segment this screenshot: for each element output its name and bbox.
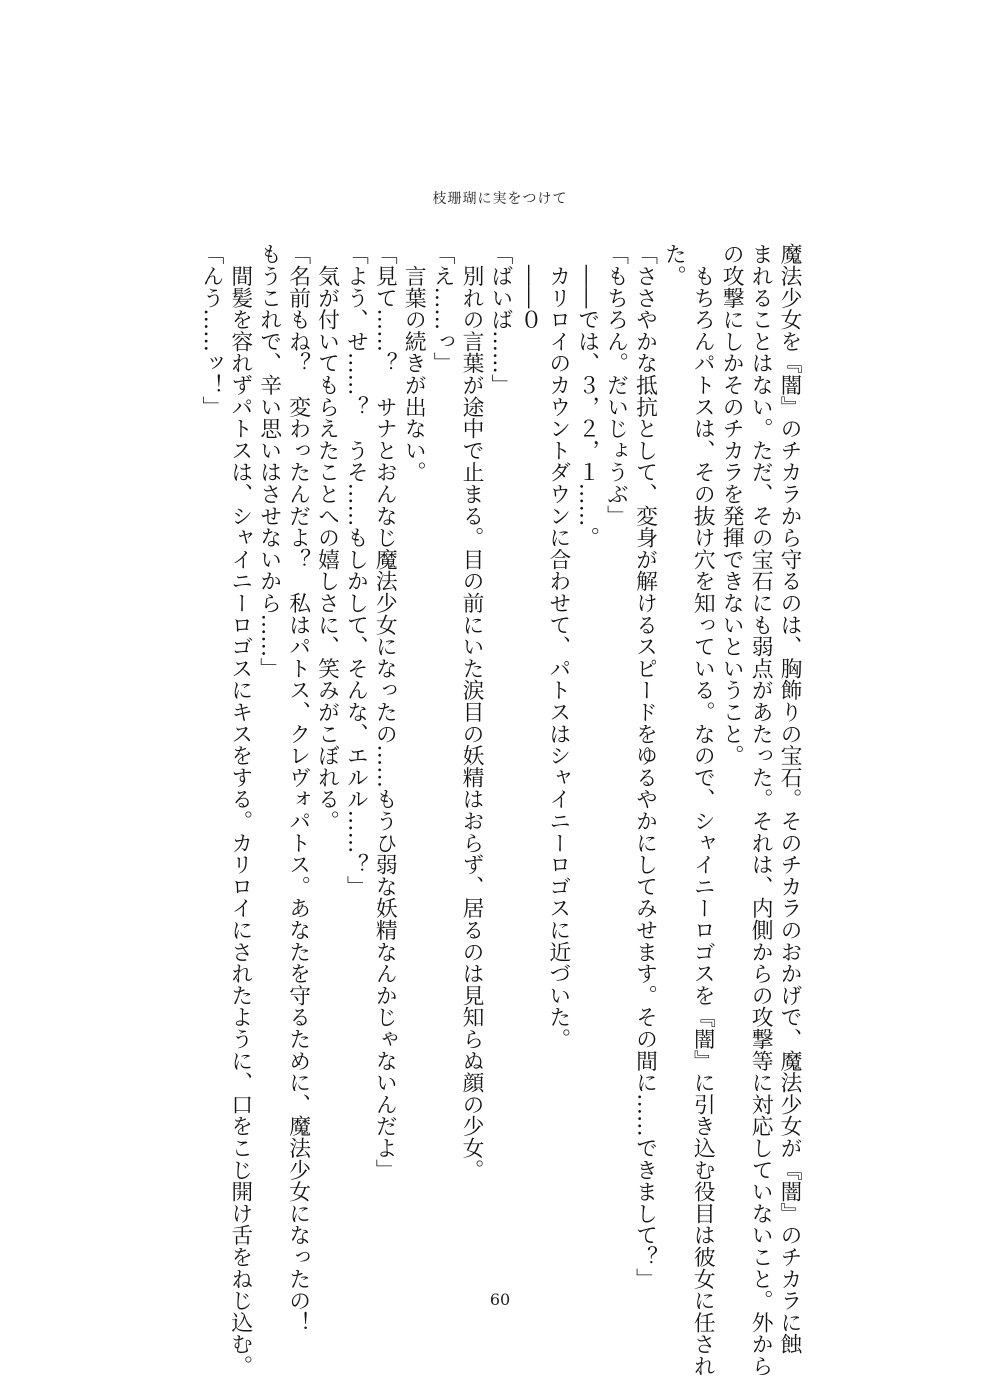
text-line: 魔法少女を『闇』のチカラから守るのは、胸飾りの宝石。そのチカラのおかげで、魔法少女が『闇』のチカラに蝕 bbox=[777, 243, 802, 1355]
text-line: 「もちろん。だいじょうぶ」 bbox=[603, 243, 629, 527]
text-line: ――では、３，２，１……。 bbox=[574, 243, 600, 549]
text-line: まれることはない。ただ、その宝石にも弱点があたった。それは、内側からの攻撃等に対応していないこと。外から bbox=[748, 243, 774, 1377]
text-line: 「よう、せ……？ うそ……もしかして、そんな、エルル……？」 bbox=[343, 243, 369, 897]
running-header: 枝珊瑚に実をつけて bbox=[432, 191, 568, 207]
text-line: 「ばいば……」 bbox=[487, 243, 513, 396]
text-line: 言葉の続きが出ない。 bbox=[401, 243, 427, 483]
text-line: 「名前もね？ 変わったんだよ？ 私はパトス、クレヴォパトス。あなたを守るために、魔法少女になったの！ bbox=[285, 243, 311, 1333]
text-line: ――０ bbox=[516, 243, 542, 331]
text-line: カリロイのカウントダウンに合わせて、パトスはシャイニーロゴスに近づいた。 bbox=[545, 243, 571, 1050]
text-line: 別れの言葉が途中で止まる。目の前にいた涙目の妖精はおらず、居るのは見知らぬ顔の少女。 bbox=[459, 243, 485, 1181]
text-line: 間髪を容れずパトスは、シャイニーロゴスにキスをする。カリロイにされたように、口をこじ開け舌をねじ込む。 bbox=[227, 243, 253, 1377]
text-line: 「んう……ッ！」 bbox=[198, 243, 224, 418]
page-number: 60 bbox=[489, 1290, 511, 1309]
text-line: 気が付いてもらえたことへの嬉しさに、笑みがこぼれる。 bbox=[314, 243, 340, 832]
text-line: 「え……っ」 bbox=[430, 243, 456, 374]
text-line: 「ささやかな抵抗として、変身が解けるスピードをゆるやかにしてみせます。その間に……できまして？」 bbox=[632, 243, 658, 1290]
text-line: の攻撃にしかそのチカラを発揮できないということ。 bbox=[719, 243, 745, 767]
text-line: 「見て……？ サナとおんなじ魔法少女になったの……もうひ弱な妖精なんかじゃないんだよ」 bbox=[372, 243, 398, 1181]
text-line: もうこれで、辛い思いはさせないから……」 bbox=[256, 243, 282, 679]
text-line: た。 bbox=[661, 243, 687, 287]
text-line: もちろんパトスは、その抜け穴を知っている。なので、シャイニーロゴスを『闇』に引き込む役目は彼女に任され bbox=[690, 243, 716, 1377]
